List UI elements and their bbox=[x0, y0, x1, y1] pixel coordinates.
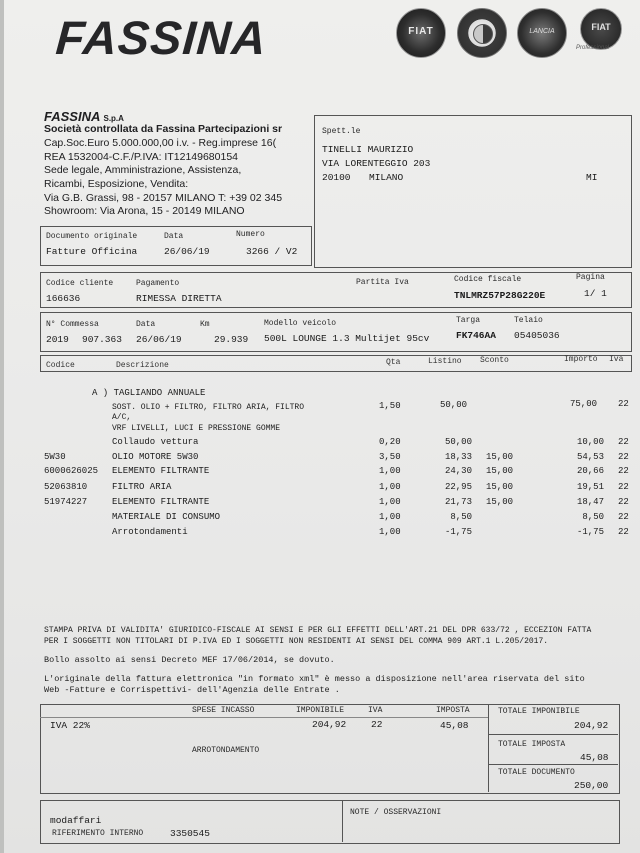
vehicle-date: 26/06/19 bbox=[136, 334, 182, 345]
section-line: SOST. OLIO + FILTRO, FILTRO ARIA, FILTRO bbox=[112, 403, 305, 412]
total-document: 250,00 bbox=[574, 780, 609, 791]
col-discount: Sconto bbox=[480, 356, 509, 365]
cell-code: 51974227 bbox=[44, 496, 88, 507]
cell-amount: 20,66 bbox=[576, 466, 604, 477]
cell-list: 50,00 bbox=[444, 437, 472, 447]
legal-note: PER I SOGGETTI NON TITOLARI DI P.IVA ED I SOGGETTI NON RESIDENTI AI SENSI DEL COMMA 909 ART.1 L.205/2017. bbox=[44, 637, 549, 646]
company-line: Showroom: Via Arona, 15 - 20149 MILANO bbox=[44, 205, 245, 217]
tax-label: IMPOSTA bbox=[436, 706, 470, 715]
company-line: Sede legale, Amministrazione, Assistenza, bbox=[44, 164, 242, 176]
recipient-prov: MI bbox=[586, 172, 598, 183]
fiscal-code: TNLMRZ57P28G220E bbox=[454, 290, 546, 301]
stamp-note: Bollo assolto ai sensi Decreto MEF 17/06/2014, se dovuto. bbox=[44, 655, 335, 665]
xml-note: Web -Fatture e Corrispettivi- dell'Agenzia delle Entrate . bbox=[44, 685, 340, 695]
fiat-professional-label: Professional bbox=[576, 45, 610, 51]
cell-list: 22,95 bbox=[444, 482, 472, 493]
document-label: Documento originale bbox=[46, 232, 138, 241]
cell-disc: 15,00 bbox=[486, 466, 514, 477]
invoice-page bbox=[4, 0, 640, 853]
order-year: 2019 bbox=[46, 334, 69, 345]
cell-qty: 1,00 bbox=[379, 511, 401, 522]
company-name: FASSINA S.p.A bbox=[44, 109, 124, 124]
cell-qty: 1,00 bbox=[379, 482, 401, 493]
company-line: Ricambi, Esposizione, Vendita: bbox=[44, 178, 189, 190]
cell-vat: 22 bbox=[618, 511, 629, 522]
rounding-label: ARROTONDAMENTO bbox=[192, 746, 260, 755]
fiat-logo-icon: FIAT bbox=[396, 8, 446, 58]
cell-vat: 22 bbox=[618, 437, 629, 447]
total-tax-label: TOTALE IMPOSTA bbox=[498, 740, 566, 749]
col-description: Descrizione bbox=[116, 361, 169, 370]
cell-amount: -1,75 bbox=[576, 527, 604, 538]
client-code: 166636 bbox=[46, 293, 81, 304]
section-vat: 22 bbox=[618, 399, 629, 409]
cell-qty: 3,50 bbox=[379, 451, 401, 462]
col-qty: Qta bbox=[386, 358, 401, 367]
cell-list: 24,30 bbox=[444, 466, 472, 477]
cell-amount: 18,47 bbox=[576, 496, 604, 507]
cell-desc: ELEMENTO FILTRANTE bbox=[112, 496, 210, 507]
plate-value: FK746AA bbox=[456, 330, 496, 341]
cell-list: 21,73 bbox=[444, 496, 472, 507]
page-number: 1/ 1 bbox=[584, 288, 607, 299]
cell-qty: 0,20 bbox=[379, 437, 401, 447]
cell-vat: 22 bbox=[618, 451, 629, 462]
vat-number-label: Partita Iva bbox=[356, 278, 409, 287]
payment-label: Pagamento bbox=[136, 279, 180, 288]
frame-label: Telaio bbox=[514, 316, 543, 325]
cell-vat: 22 bbox=[618, 482, 629, 493]
section-amount: 75,00 bbox=[570, 399, 598, 409]
sender-name: modaffari bbox=[50, 815, 102, 826]
col-amount: Importo bbox=[564, 355, 598, 364]
vat-description: IVA 22% bbox=[50, 720, 90, 731]
payment-method: RIMESSA DIRETTA bbox=[136, 293, 222, 304]
cell-desc: OLIO MOTORE 5W30 bbox=[112, 451, 199, 462]
recipient-street: VIA LORENTEGGIO 203 bbox=[322, 158, 431, 169]
fiscal-code-label: Codice fiscale bbox=[454, 275, 522, 284]
fiat-professional-logo-icon: FIAT bbox=[580, 8, 622, 50]
document-type: Fatture Officina bbox=[46, 246, 138, 257]
document-date-label: Data bbox=[164, 232, 184, 241]
cell-vat: 22 bbox=[618, 496, 629, 507]
xml-note: L'originale della fattura elettronica "in formato xml" è messo a disposizione nell'area riservata del sito bbox=[44, 674, 585, 684]
alfa-romeo-logo-icon bbox=[457, 8, 507, 58]
cell-code: 6000626025 bbox=[44, 466, 99, 477]
recipient-label: Spett.le bbox=[322, 127, 361, 136]
total-tax: 45,08 bbox=[580, 752, 609, 763]
vehicle-date-label: Data bbox=[136, 320, 156, 329]
cell-code: 5W30 bbox=[44, 451, 66, 462]
notes-label: NOTE / OSSERVAZIONI bbox=[350, 808, 442, 817]
document-number-label: Numero bbox=[236, 230, 265, 239]
cell-disc: 15,00 bbox=[486, 451, 514, 462]
vat-rate: 22 bbox=[371, 719, 383, 730]
recipient-city: MILANO bbox=[369, 172, 404, 183]
plate-label: Targa bbox=[456, 316, 481, 325]
cell-desc: MATERIALE DI CONSUMO bbox=[112, 511, 221, 522]
company-line: REA 1532004-C.F./P.IVA: IT12149680154 bbox=[44, 151, 238, 163]
cell-list: -1,75 bbox=[444, 527, 472, 538]
recipient-cap: 20100 bbox=[322, 172, 351, 183]
section-line: A/C, bbox=[112, 413, 132, 422]
page-label: Pagina bbox=[576, 273, 605, 282]
recipient-name: TINELLI MAURIZIO bbox=[322, 144, 414, 155]
cell-desc: FILTRO ARIA bbox=[112, 482, 172, 493]
order-number-label: N° Commessa bbox=[46, 320, 99, 329]
tax-value: 45,08 bbox=[440, 720, 469, 731]
section-list: 50,00 bbox=[440, 400, 468, 410]
total-taxable-label: TOTALE IMPONIBILE bbox=[498, 707, 580, 716]
cell-amount: 19,51 bbox=[576, 482, 604, 493]
cell-list: 8,50 bbox=[450, 511, 472, 522]
model-value: 500L LOUNGE 1.3 Multijet 95cv bbox=[264, 333, 430, 344]
total-taxable: 204,92 bbox=[574, 720, 609, 731]
taxable-label: IMPONIBILE bbox=[296, 706, 345, 715]
total-document-label: TOTALE DOCUMENTO bbox=[498, 768, 575, 777]
cell-disc: 15,00 bbox=[486, 482, 514, 493]
company-line: Cap.Soc.Euro 5.000.000,00 i.v. - Reg.imprese 16( bbox=[44, 137, 277, 149]
col-list: Listino bbox=[428, 357, 462, 366]
client-code-label: Codice cliente bbox=[46, 279, 114, 288]
company-line: Via G.B. Grassi, 98 - 20157 MILANO T: +39 02 345 bbox=[44, 192, 283, 204]
cell-code: 52063810 bbox=[44, 482, 88, 493]
cell-desc: ELEMENTO FILTRANTE bbox=[112, 466, 210, 477]
cell-vat: 22 bbox=[618, 527, 629, 538]
cell-list: 18,33 bbox=[444, 451, 472, 462]
cell-desc: Arrotondamenti bbox=[112, 527, 188, 538]
cell-amount: 8,50 bbox=[582, 511, 604, 522]
col-vat: Iva bbox=[609, 355, 624, 364]
frame-value: 05405036 bbox=[514, 330, 560, 341]
recipient-box bbox=[314, 115, 632, 268]
legal-note: STAMPA PRIVA DI VALIDITA' GIURIDICO-FISCALE AI SENSI E PER GLI EFFETTI DELL'ART.21 DEL DPR 633/72 , ECCEZION FATTA bbox=[44, 626, 592, 635]
section-title: A ) TAGLIANDO ANNUALE bbox=[92, 388, 206, 398]
col-code: Codice bbox=[46, 361, 75, 370]
lancia-logo-icon: LANCIA bbox=[517, 8, 567, 58]
collection-fees-label: SPESE INCASSO bbox=[192, 706, 255, 715]
cell-qty: 1,00 bbox=[379, 527, 401, 538]
section-line: VRF LIVELLI, LUCI E PRESSIONE GOMME bbox=[112, 424, 281, 433]
internal-ref: 3350545 bbox=[170, 828, 210, 839]
cell-qty: 1,00 bbox=[379, 466, 401, 477]
taxable-value: 204,92 bbox=[312, 719, 347, 730]
model-label: Modello veicolo bbox=[264, 319, 337, 328]
fassina-logo: FASSINA bbox=[54, 11, 269, 64]
cell-amount: 10,00 bbox=[576, 437, 604, 447]
vat-rate-label: IVA bbox=[368, 706, 383, 715]
km-value: 29.939 bbox=[214, 334, 249, 345]
cell-qty: 1,00 bbox=[379, 496, 401, 507]
cell-desc: Collaudo vettura bbox=[112, 437, 199, 447]
cell-disc: 15,00 bbox=[486, 496, 514, 507]
internal-ref-label: RIFERIMENTO INTERNO bbox=[52, 829, 144, 838]
km-label: Km bbox=[200, 320, 210, 329]
order-number: 907.363 bbox=[82, 334, 122, 345]
cell-vat: 22 bbox=[618, 466, 629, 477]
document-number: 3266 / V2 bbox=[246, 246, 298, 257]
document-date: 26/06/19 bbox=[164, 246, 210, 257]
company-line: Società controllata da Fassina Partecipazioni sr bbox=[44, 123, 283, 135]
cell-amount: 54,53 bbox=[576, 451, 604, 462]
section-qty: 1,50 bbox=[379, 401, 401, 411]
